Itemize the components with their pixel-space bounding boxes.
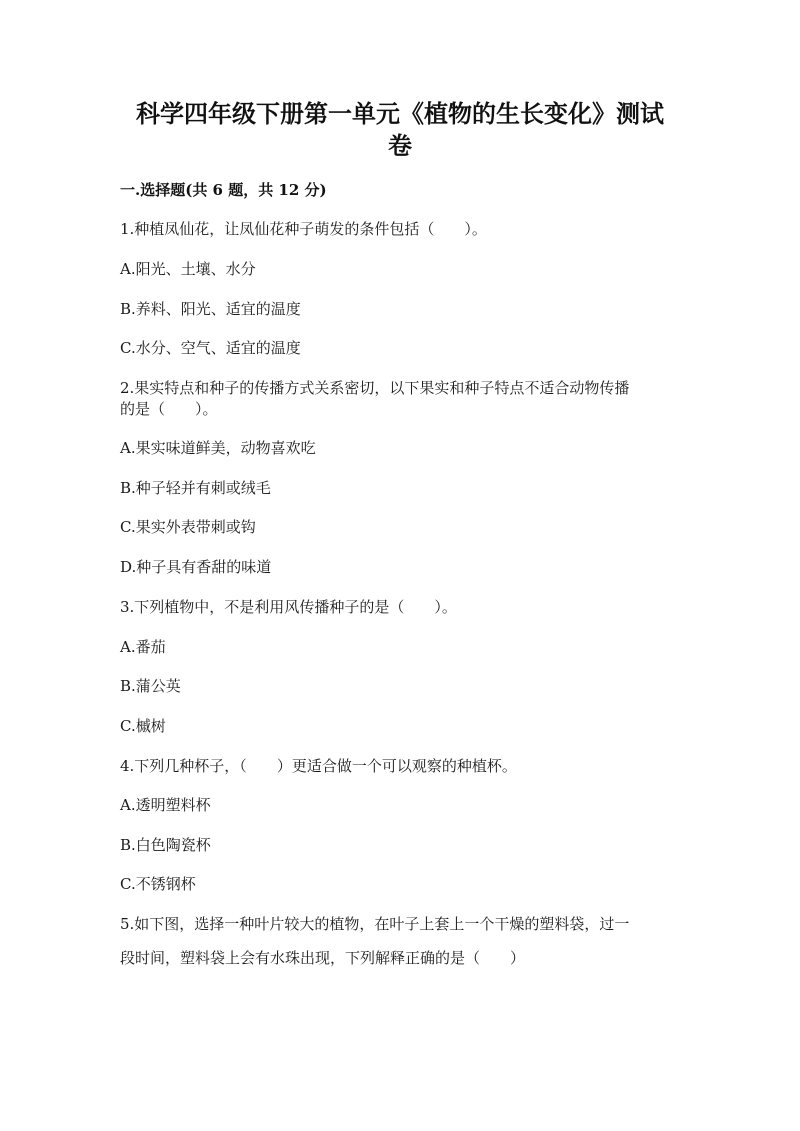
question-1-option-b: B.养料、阳光、适宜的温度	[120, 300, 301, 318]
section-heading: 一.选择题(共 6 题，共 12 分)	[120, 181, 327, 199]
question-2-option-b: B.种子轻并有刺或绒毛	[120, 479, 271, 497]
question-5-stem-line-2: 段时间，塑料袋上会有水珠出现，下列解释正确的是（ ）	[120, 949, 526, 967]
question-3-option-a: A.番茄	[120, 638, 166, 656]
question-5-stem-line-1: 5.如下图，选择一种叶片较大的植物，在叶子上套上一个干燥的塑料袋，过一	[120, 915, 630, 933]
question-2-option-a: A.果实味道鲜美，动物喜欢吃	[120, 439, 316, 457]
question-2-option-c: C.果实外表带刺或钩	[120, 518, 256, 536]
question-3-option-c: C.槭树	[120, 717, 166, 735]
question-1-option-a: A.阳光、土壤、水分	[120, 260, 256, 278]
question-4-option-c: C.不锈钢杯	[120, 875, 196, 893]
question-2-option-d: D.种子具有香甜的味道	[120, 558, 272, 576]
question-4-stem: 4.下列几种杯子，（ ）更适合做一个可以观察的种植杯。	[120, 757, 517, 775]
question-3-stem: 3.下列植物中，不是利用风传播种子的是（ ）。	[120, 598, 457, 616]
page-title-line-1: 科学四年级下册第一单元《植物的生长变化》测试	[136, 99, 664, 128]
question-4-option-a: A.透明塑料杯	[120, 796, 211, 814]
question-2-stem-line-1: 2.果实特点和种子的传播方式关系密切，以下果实和种子特点不适合动物传播	[120, 379, 630, 397]
question-1-stem: 1.种植凤仙花，让凤仙花种子萌发的条件包括（ ）。	[120, 220, 487, 238]
question-3-option-b: B.蒲公英	[120, 677, 181, 695]
page-title-line-2: 卷	[388, 131, 412, 160]
question-1-option-c: C.水分、空气、适宜的温度	[120, 339, 301, 357]
question-2-stem-line-2: 的是（ ）。	[120, 400, 218, 418]
question-4-option-b: B.白色陶瓷杯	[120, 836, 211, 854]
